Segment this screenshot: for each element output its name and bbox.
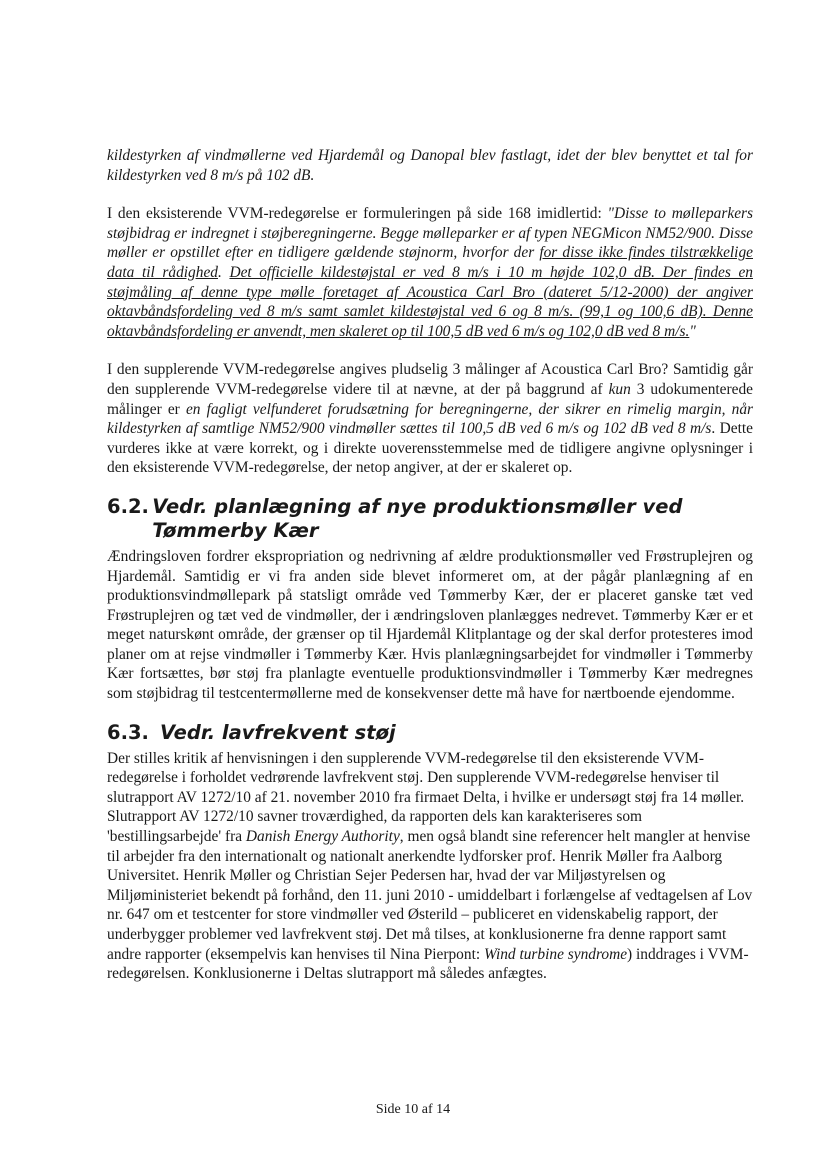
italic-text: en fagligt velfunderet forudsætning for beregningerne, der sikrer en rimelig margin, når kildestyrken af samtlige NM52/900 vindmøller sættes til 100,5 dB ved 6 m/s og 102 dB ved 8 m/s (107, 400, 753, 438)
underlined-quote-text: Det officielle kildestøjstal er ved 8 m/s i 10 m højde 102,0 dB. Der findes en støjmåling af denne type mølle foretaget af Acoustica Carl Bro (dateret 5/12-2000) der angiver oktavbåndsfordeling ved 8 m/s samt samlet kildestøjstal ved 6 og 8 m/s. (99,1 og 100,6 dB). Denne oktavbåndsfordeling er anvendt, men skaleret op til 100,5 dB ved 6 m/s og 102,0 dB ved 8 m/s. (107, 263, 753, 340)
section-number: 6.2. (107, 494, 149, 518)
page-number: Side 10 af 14 (375, 1102, 451, 1117)
paragraph-supplerende-vvm (107, 360, 753, 478)
paragraph-text: I den supplerende VVM-redegørelse angives pludselig 3 målinger af Acoustica Carl Bro? Samtidig går den supplerende VVM-redegørelse videre til at nævne, at der på baggrund af (107, 361, 753, 398)
section-title: Vedr. lavfrekvent støj (160, 720, 396, 744)
page-footer (0, 1101, 826, 1119)
section-6-3-body (107, 749, 753, 984)
section-number: 6.3. (107, 720, 149, 744)
paragraph-text: I den eksisterende VVM-redegørelse er formuleringen på side 168 imidlertid: (107, 205, 608, 223)
quote-text: . (217, 263, 222, 281)
italic-text: kildestyrken af vindmøllerne ved Hjardemål og Danopal blev fastlagt, idet der blev benyttet et tal for kildestyrken ved 8 m/s på 102 dB. (107, 147, 753, 184)
paragraph-text: Der stilles kritik af henvisningen i den supplerende VVM-redegørelse til den eksisterende VVM-redegørelse i forholdet vedrørende lavfrekvent støj. Den supplerende VVM-redegørelse henviser til slutrapport AV 1272/10 af 21. november 2010 fra firmaet Delta, i hvilke er undersøgt støj fra 14 møller. Slutrapport AV 1272/10 savner troværdighed, da rapporten dels kan karakteriseres som 'bestillingsarbejde' fra (107, 749, 745, 846)
page-content (107, 146, 753, 984)
paragraph-eksisterende-vvm (107, 204, 753, 341)
paragraph-text: , men også blandt sine referencer helt mangler at henvise til arbejder fra den internationalt og nationalt anerkendte lydforsker prof. Henrik Møller fra Aalborg Universitet. Henrik Møller og Christian Sejer Pedersen har, hvad der var Miljøstyrelsen og Miljøministeriet bekendt på forhånd, den 11. juni 2010 - umiddelbart i forlængelse af vedtagelsen af Lov nr. 647 om et testcenter for store vindmøller ved Østerild – publiceret en videnskabelig rapport, der underbygger problemer ved lavfrekvent støj. Det må tilses, at konklusionerne fra denne rapport samt andre rapporter (eksempelvis kan henvises til Nina Pierpont: (107, 828, 753, 963)
italic-text: Wind turbine syndrome (483, 945, 628, 963)
paragraph-text: 3 udokumenterede målinger er (107, 380, 753, 418)
paragraph-text: ) inddrages i VVM-redegørelsen. Konklusionerne i Deltas slutrapport må således anfægtes. (107, 945, 749, 983)
paragraph-kildestyrke (107, 146, 753, 185)
section-title: Vedr. planlægning af nye produktionsmøller ved Tømmerby Kær (152, 494, 683, 542)
section-heading-6-3 (107, 721, 753, 745)
underlined-quote-text: for disse ikke findes tilstrækkelige data til rådighed (107, 244, 753, 281)
quote-text: "Disse to mølleparkers støjbidrag er indregnet i støjberegningerne. Begge mølleparker er af typen NEGMicon NM52/900. Disse møller er opstillet efter en tidligere gældende støjnorm, hvorfor der (107, 205, 754, 262)
italic-text: Danish Energy Authority (245, 828, 400, 846)
quote-close: " (689, 322, 696, 340)
section-6-2-body: Ændringsloven fordrer ekspropriation og nedrivning af ældre produktionsmøller ved Frøstruplejren og Hjardemål. Samtidig er vi fra anden side blevet informeret om, at der pågår planlægning af en produktionsvindmøllepark på statsligt område ved Tømmerby Kær, der er placeret ganske tæt ved Frøstruplejren og tæt ved de vindmøller, der i ændringsloven planlægges nedrevet. Tømmerby Kær er et meget naturskønt område, der grænser op til Hjardemål Klitplantage og der skal derfor protesteres imod planer om at rejse vindmøller i Tømmerby Kær. Hvis planlægningsarbejdet for vindmøller i Tømmerby Kær fortsættes, bør støj fra planlagte eventuelle produktionsvindmøller i Tømmerby Kær medregnes som støjbidrag til testcentermøllerne med de konsekvenser dette må have for nærtboende ejendomme. (107, 547, 753, 703)
italic-text: kun (608, 380, 631, 398)
section-heading-6-2 (107, 495, 753, 543)
paragraph-text: . Dette vurderes ikke at være korrekt, og i direkte uoverensstemmelse med de tidligere angivne oplysninger i den eksisterende VVM-redegørelse, der netop angiver, at der er skaleret op. (107, 420, 753, 477)
